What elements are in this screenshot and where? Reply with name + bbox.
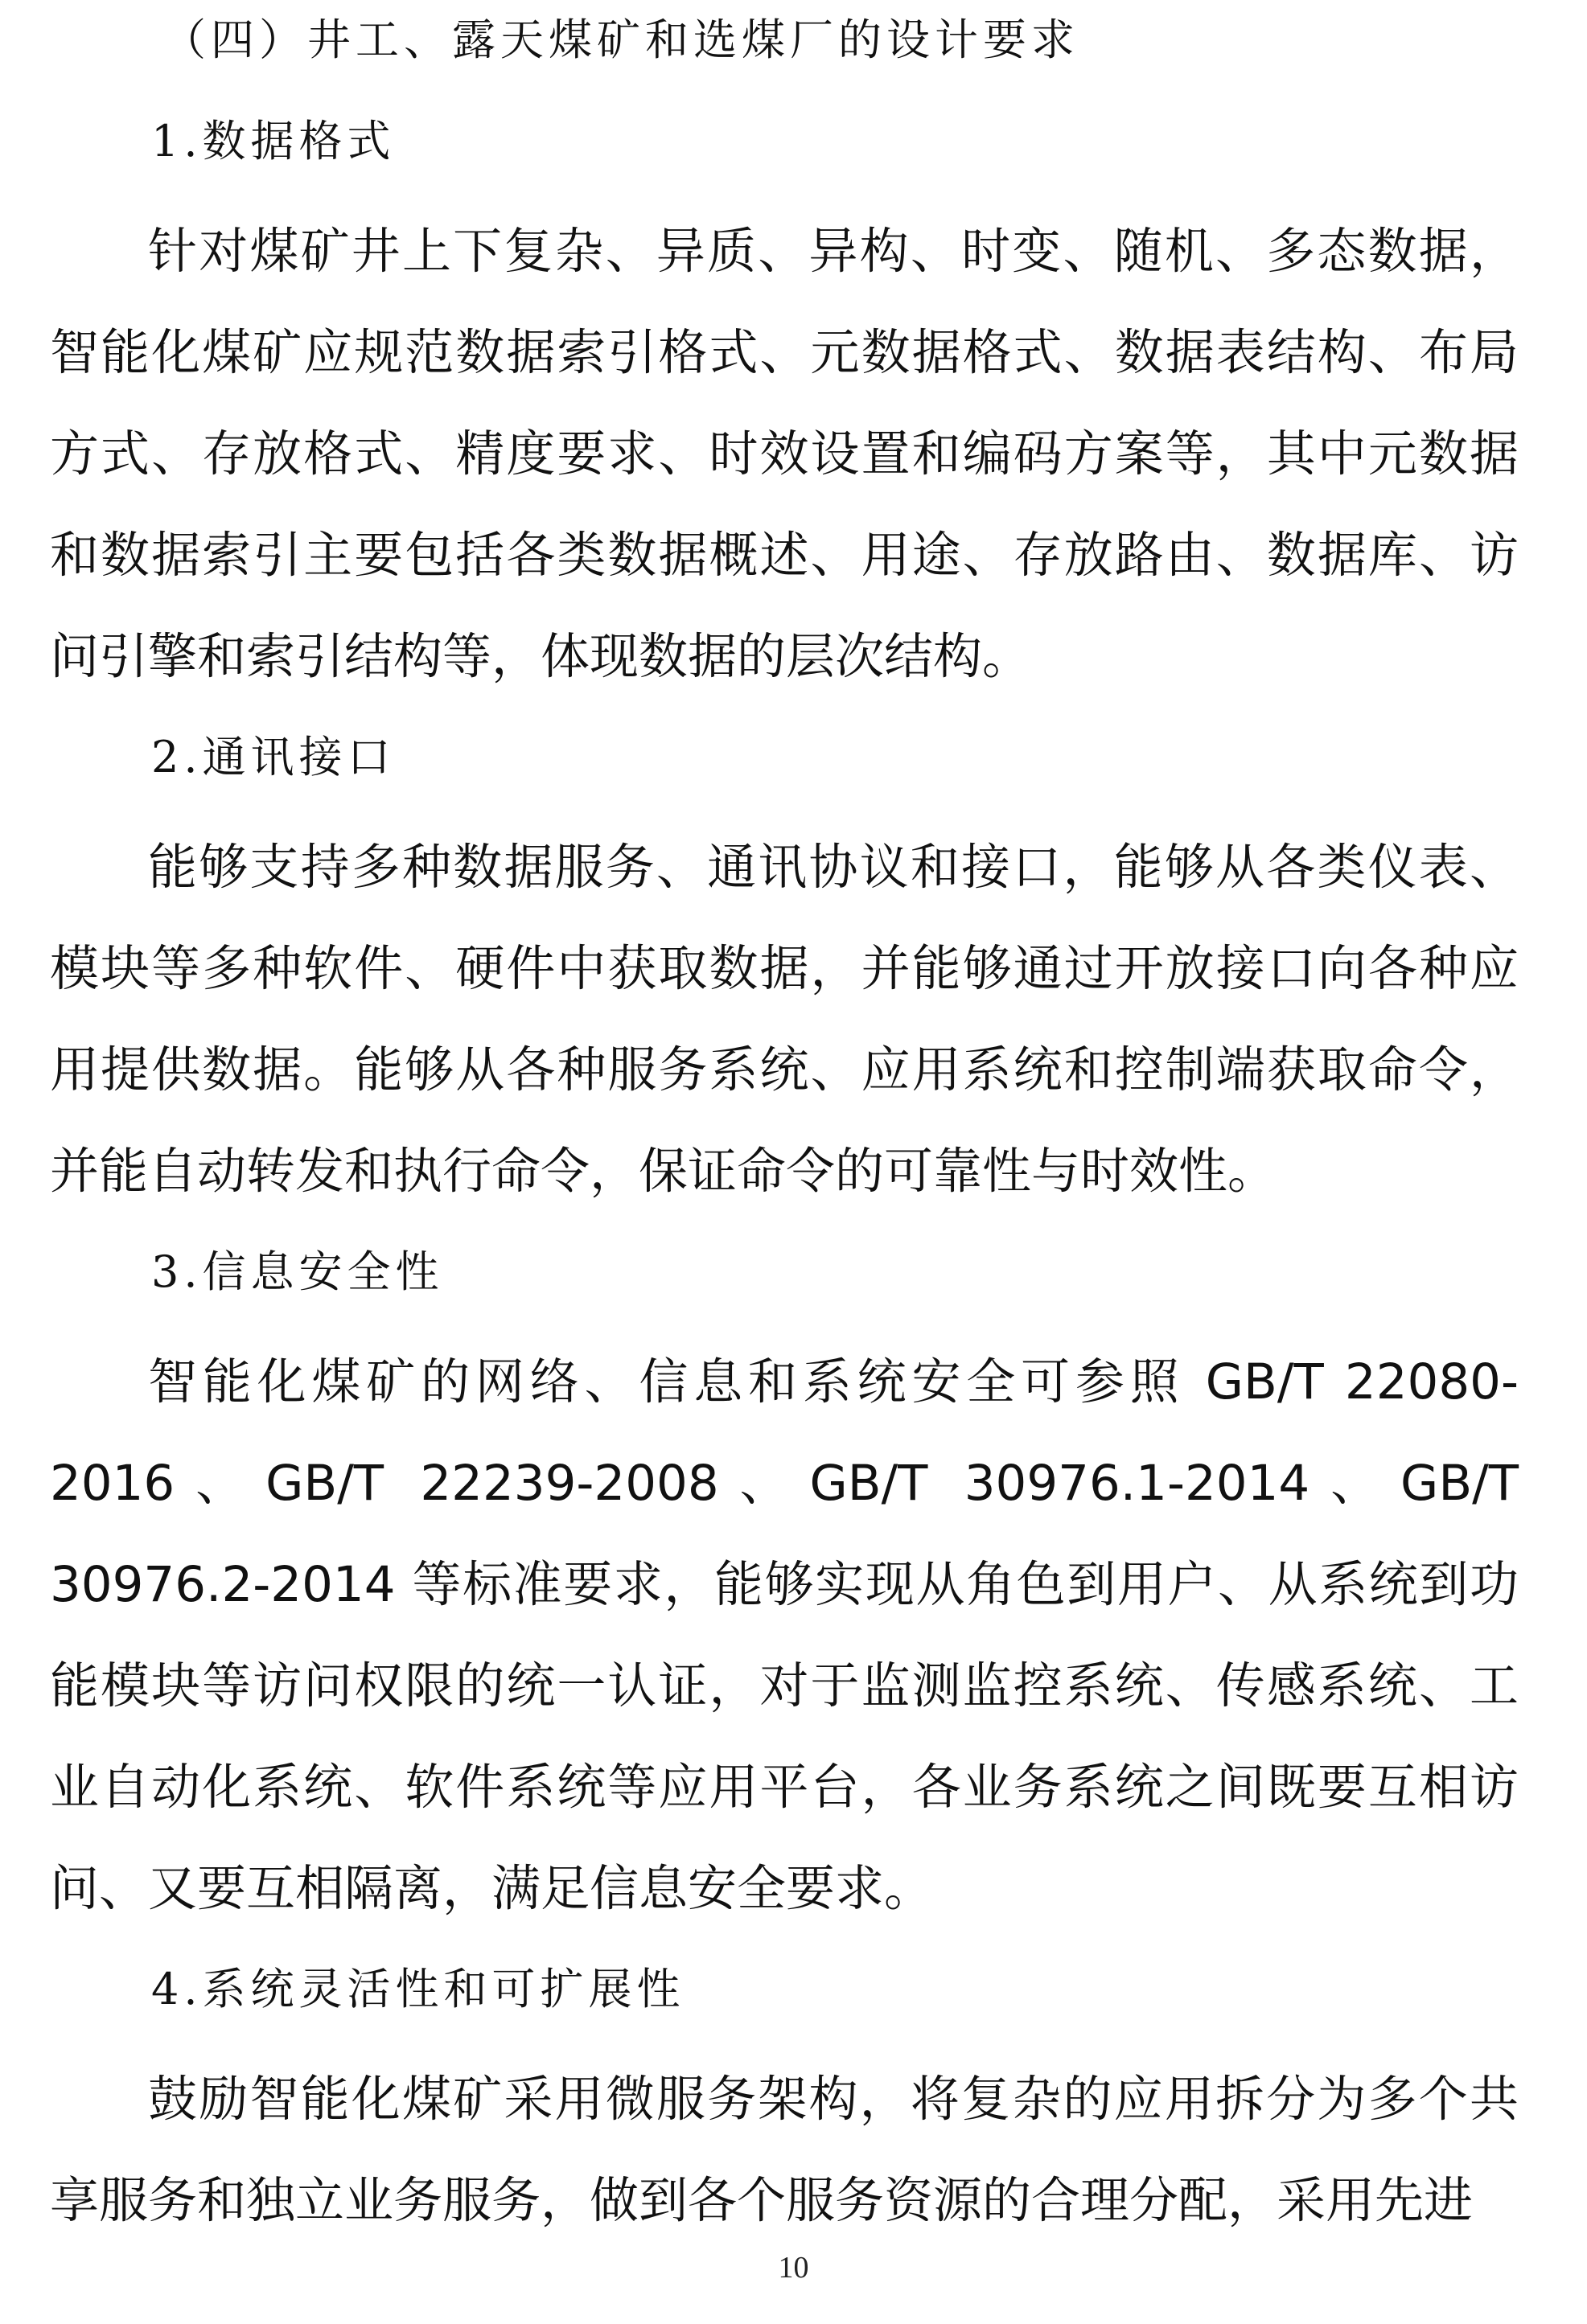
subsection-heading-3: 3.信息安全性 [151, 1246, 444, 1297]
paragraph-communication-interface: 能够支持多种数据服务、通讯协议和接口，能够从各类仪表、模块等多种软件、硬件中获取数据，并能够通过开放接口向各种应用提供数据。能够从各种服务系统、应用系统和控制端获取命令，并能自动转发和执行命令，保证命令的可靠性与时效性。 [50, 839, 1519, 1200]
paragraph-information-security: 智能化煤矿的网络、信息和系统安全可参照 GB/T 22080-2016、GB/T 22239-2008、GB/T 30976.1-2014、GB/T 30976.2-2014 等标准要求，能够实现从角色到用户、从系统到功能模块等访问权限的统一认证，对于监测监控系统、传感系统、工业自动化系统、软件系统等应用平台，各业务系统之间既要互相访问、又要互相隔离，满足信息安全要求。 [50, 1353, 1519, 1917]
page-number: 10 [778, 2251, 809, 2285]
paragraph-data-format: 针对煤矿井上下复杂、异质、异构、时变、随机、多态数据，智能化煤矿应规范数据索引格式、元数据格式、数据表结构、布局方式、存放格式、精度要求、时效设置和编码方案等，其中元数据和数据索引主要包括各类数据概述、用途、存放路由、数据库、访问引擎和索引结构等，体现数据的层次结构。 [50, 223, 1519, 685]
document-body [50, 6, 1519, 2252]
section-heading: （四）井工、露天煤矿和选煤厂的设计要求 [162, 14, 1079, 65]
subsection-heading-4: 4.系统灵活性和可扩展性 [151, 1964, 685, 2014]
paragraph-flexibility-scalability: 鼓励智能化煤矿采用微服务架构，将复杂的应用拆分为多个共享服务和独立业务服务，做到各个服务资源的合理分配，采用先进 [50, 2071, 1519, 2229]
subsection-heading-1: 1.数据格式 [151, 116, 396, 166]
subsection-heading-2: 2.通讯接口 [151, 732, 396, 782]
